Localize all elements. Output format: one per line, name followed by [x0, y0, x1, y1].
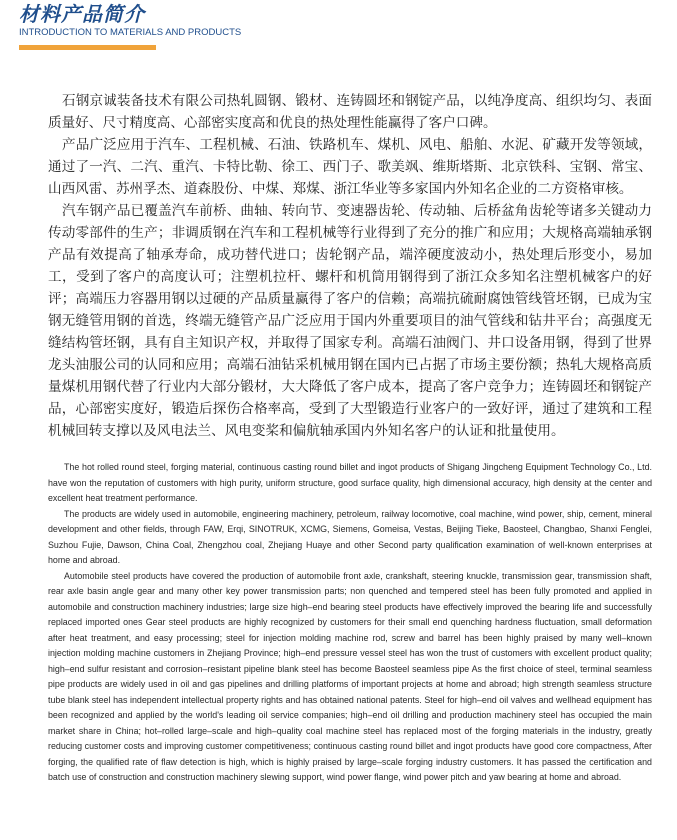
section-header	[19, 2, 659, 50]
page-title: 材料产品简介	[19, 2, 145, 26]
english-paragraph: The products are widely used in automobile, engineering machinery, petroleum, railway locomotive, coal machine, wind power, ship, cement, mineral development and other fields, through FAW, Erqi, SINOTRUK, XCMG, Siemens, Gomeisa, Vestas, Beijing Tieke, Baosteel, Changbao, Shanxi Fenglei, Suzhou Fujie, Dawson, China Coal, Zhengzhou coal, Zhejiang Huaye and other Second party qualification examination of well-known enterprises at home and abroad.	[48, 508, 652, 565]
english-paragraph: The hot rolled round steel, forging material, continuous casting round billet and ingot products of Shigang Jingcheng Equipment Technology Co., Ltd. have won the reputation of customers with high purity, uniform structure, good surface quality, high dimensional accuracy, high density at the center and excellent heat treatment performance.	[48, 462, 652, 503]
chinese-paragraph: 石钢京诚装备技术有限公司热轧圆钢、锻材、连铸圆坯和钢锭产品，以纯净度高、组织均匀、表面质量好、尺寸精度高、心部密实度高和优良的热处理性能赢得了客户口碑。	[48, 93, 652, 131]
chinese-paragraph: 汽车钢产品已覆盖汽车前桥、曲轴、转向节、变速器齿轮、传动轴、后桥盆角齿轮等诸多关键动力传动零部件的生产；非调质钢在汽车和工程机械等行业得到了充分的推广和应用；大规格高端轴承钢产品有效提高了轴承寿命，成功替代进口；齿轮钢产品，端淬硬度波动小，热处理后形变小，易加工，受到了客户的高度认可；注塑机拉杆、螺杆和机筒用钢得到了浙江众多知名注塑机械客户的好评；高端压力容器用钢以过硬的产品质量赢得了客户的信赖；高端抗硫耐腐蚀管线管坯钢，已成为宝钢无缝管用钢的首选，终端无缝管产品广泛应用于国内外重要项目的油气管线和钻井平台；高强度无缝结构管坯钢，具有自主知识产权，并取得了国家专利。高端石油阀门、井口设备用钢，得到了世界龙头油服公司的认同和应用；高端石油钻采机械用钢在国内已占据了市场主要份额；热轧大规格高质量煤机用钢代替了行业内大部分锻材，大大降低了客户成本，提高了客户竞争力；连铸圆坯和钢锭产品，心部密实度好，锻造后探伤合格率高，受到了大型锻造行业客户的一致好评，通过了建筑和工程机械回转支撑以及风电法兰、风电变桨和偏航轴承国内外知名客户的认证和批量使用。	[48, 203, 652, 439]
english-paragraph: Automobile steel products have covered the production of automobile front axle, crankshaft, steering knuckle, transmission gear, transmission shaft, rear axle basin angle gear and many other key power transmission parts; non quenched and tempered steel has been fully promoted and applied in automobile and construction machinery industries; large size high–end bearing steel products have effectively improved the bearing life and successfully replaced imported ones Gear steel products are highly recognized by customers for their small end quenching hardness fluctuation, small deformation after heat treatment, and easy processing; steel for injection molding machine rod, screw and barrel has been highly praised by many well–known injection molding machine customers in Zhejiang Province; high–end pressure vessel steel has won the trust of customers with excellent product quality; high–end sulfur resistant and corrosion–resistant pipeline blank steel has become Baosteel seamless pipe As the first choice of steel, terminal seamless pipe products are widely used in oil and gas pipelines and drilling platforms of important projects at home and abroad; high strength seamless structure tube blank steel has independent intellectual property rights and has obtained national patents. Steel for high–end oil valves and wellhead equipment has been recognized and applied by the world's leading oil service companies; high–end oil drilling and production machinery steel has occupied the main market share in China; hot–rolled large–scale and high–quality coal machine steel has replaced most of the forging materials in the industry, greatly reducing customer costs and improving customer competitiveness; continuous casting round billet and ingot products have good core compactness, After forging, the qualified rate of flaw detection is high, which is highly praised by large–scale forging industry customers. It has passed the certification and batch use of construction and construction machinery slewing support, wind power flange, wind power pitch and yaw bearing at home and abroad.	[48, 570, 652, 782]
english-introduction	[48, 460, 652, 786]
chinese-paragraph: 产品广泛应用于汽车、工程机械、石油、铁路机车、煤机、风电、船舶、水泥、矿藏开发等领域，通过了一汽、二汽、重汽、卡特比勒、徐工、西门子、歌美飒、维斯塔斯、北京铁科、宝钢、常宝、山西风雷、苏州孚杰、道森股份、中煤、郑煤、浙江华业等多家国内外知名企业的二方资格审核。	[48, 137, 652, 197]
page-subtitle: INTRODUCTION TO MATERIALS AND PRODUCTS	[19, 27, 242, 38]
title-underline-bar	[19, 45, 156, 50]
chinese-introduction	[48, 90, 652, 442]
